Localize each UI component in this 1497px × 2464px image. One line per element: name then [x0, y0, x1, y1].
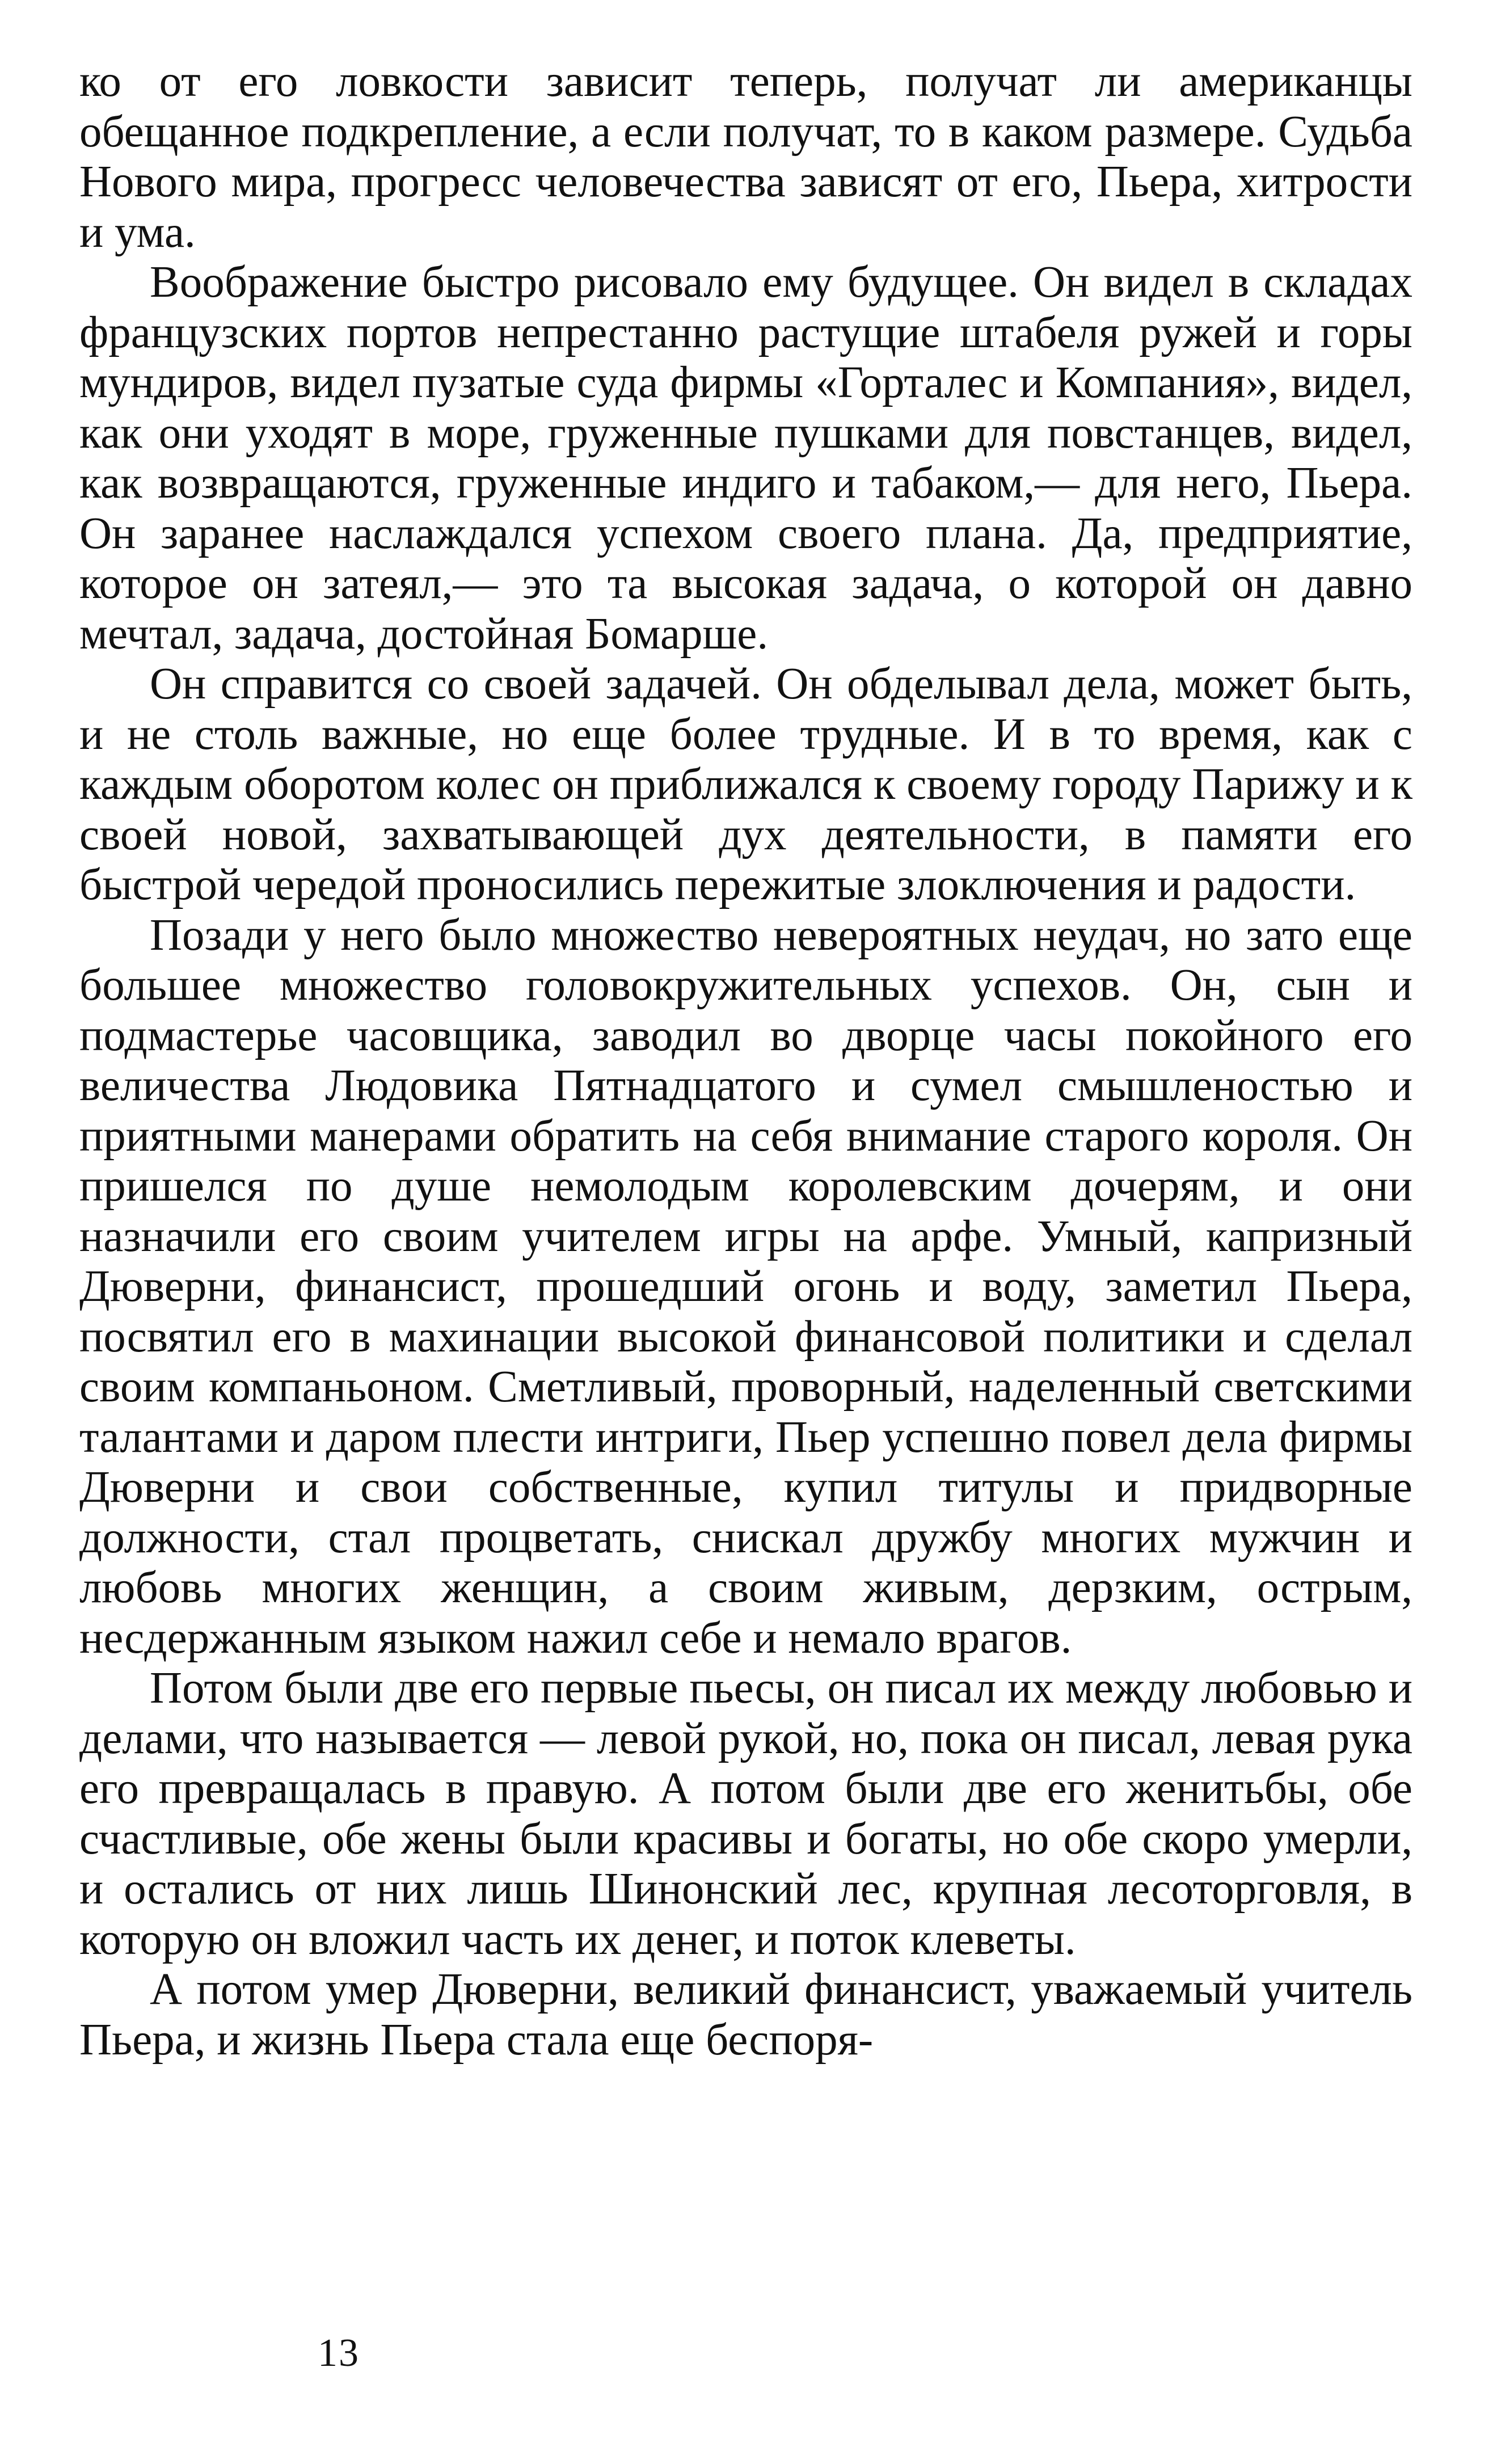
paragraph-task: Он справится со своей задачей. Он обделывал дела, может быть, и не столь важные, но еще более трудные. И в то время, как с каждым оборотом колес он приближался к своему городу Парижу и к своей новой, захватывающей дух деятельности, в памяти его быстрой чередой проносились пережитые злоключения и радости. [79, 659, 1412, 909]
paragraph-imagination: Воображение быстро рисовало ему будущее. Он видел в складах французских портов непрестанно растущие штабеля ружей и горы мундиров, видел пузатые суда фирмы «Горталес и Компания», видел, как они уходят в море, груженные пушками для повстанцев, видел, как возвращаются, груженные индиго и табаком,— для него, Пьера. Он заранее наслаждался успехом своего плана. Да, предприятие, которое он затеял,— это та высокая задача, о которой он давно мечтал, задача, достойная Бомарше. [79, 258, 1412, 659]
paragraph-past: Позади у него было множество невероятных неудач, но зато еще большее множество головокружительных успехов. Он, сын и подмастерье часовщика, заводил во дворце часы покойного его величества Людовика Пятнадцатого и сумел смышленостью и приятными манерами обратить на себя внимание старого короля. Он пришелся по душе немолодым королевским дочерям, и они назначили его своим учителем игры на арфе. Умный, капризный Дюверни, финансист, прошедший огонь и воду, заметил Пьера, посвятил его в махинации высокой финансовой политики и сделал своим компаньоном. Сметливый, проворный, наделенный светскими талантами и даром плести интриги, Пьер успешно повел дела фирмы Дюверни и свои собственные, купил титулы и придворные должности, стал процветать, снискал дружбу многих мужчин и любовь многих женщин, а своим живым, дерзким, острым, несдержанным языком нажил себе и немало врагов. [79, 910, 1412, 1663]
paragraph-duverney: А потом умер Дюверни, великий финансист, уважаемый учитель Пьера, и жизнь Пьера стала еще беспоря- [79, 1965, 1412, 2065]
paragraph-plays: Потом были две его первые пьесы, он писал их между любовью и делами, что называется — левой рукой, но, пока он писал, левая рука его превращалась в правую. А потом были две его женитьбы, обе счастливые, обе жены были красивы и богаты, но обе скоро умерли, и остались от них лишь Шинонский лес, крупная лесоторговля, в которую он вложил часть их денег, и поток клеветы. [79, 1663, 1412, 1964]
page-text-block [79, 57, 1412, 2065]
paragraph-continuation: ко от его ловкости зависит теперь, получат ли американцы обещанное подкрепление, а если получат, то в каком размере. Судьба Нового мира, прогресс человечества зависят от его, Пьера, хитрости и ума. [79, 57, 1412, 257]
page-number: 13 [318, 2331, 360, 2375]
